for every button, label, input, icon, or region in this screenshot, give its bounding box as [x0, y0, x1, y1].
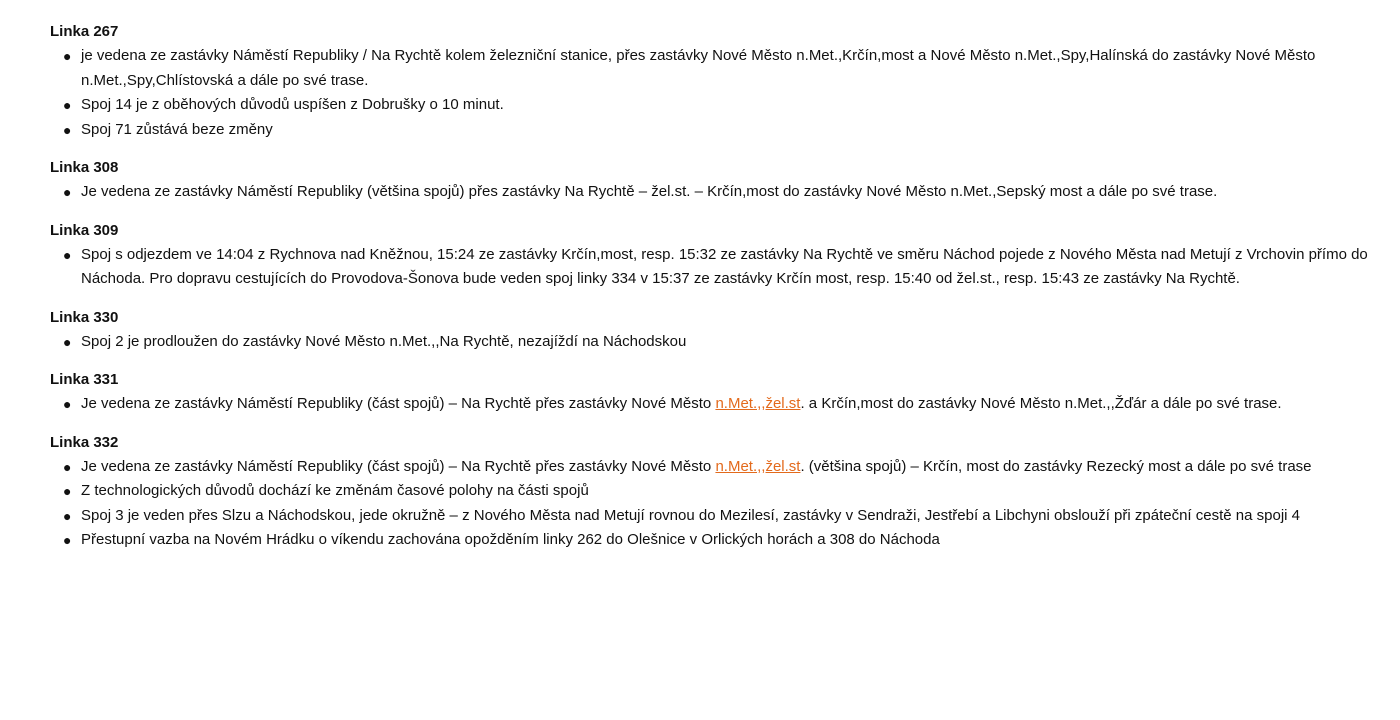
list-item	[63, 118, 1380, 143]
list-item-text-after: . a Krčín,most do zastávky Nové Město n.Met.,,Žďár a dále po své trase.	[800, 395, 1282, 412]
list-item-text-before: Je vedena ze zastávky Náměstí Republiky (část spojů) – Na Rychtě přes zastávky Nové Město	[81, 457, 716, 475]
list-item-text: Spoj 3 je veden přes Slzu a Náchodskou, jede okružně – z Nového Města nad Metují rovnou do Mezilesí, zastávky v Sendraži, Jestřebí a Libchyni obslouží při zpáteční cestě na spoji 4	[81, 506, 1300, 524]
bullet-icon: ●	[63, 507, 72, 524]
list-item	[63, 455, 1380, 480]
list-item-text: Spoj 2 je prodloužen do zastávky Nové Město n.Met.,,Na Rychtě, nezajíždí na Náchodskou	[81, 332, 687, 350]
section-linka-308	[50, 156, 1380, 205]
list-item	[63, 392, 1380, 417]
section-heading: Linka 267	[50, 23, 119, 40]
section-linka-330	[50, 306, 1380, 355]
list-item	[63, 504, 1380, 529]
station-link[interactable]: n.Met.,,žel.st	[715, 457, 801, 475]
bullet-list	[50, 243, 1380, 292]
list-item	[63, 180, 1380, 205]
station-link[interactable]: n.Met.,,žel.st	[715, 395, 801, 412]
list-item	[63, 330, 1380, 355]
bullet-list	[50, 455, 1380, 553]
list-item-text: Přestupní vazba na Novém Hrádku o víkendu zachována opožděním linky 262 do Olešnice v Orlických horách a 308 do Náchoda	[81, 531, 940, 548]
bullet-icon: ●	[63, 97, 72, 113]
bullet-icon: ●	[63, 458, 72, 475]
section-heading: Linka 331	[50, 371, 119, 388]
bullet-list	[50, 180, 1380, 205]
list-item-text: je vedena ze zastávky Náměstí Republiky / Na Rychtě kolem železniční stanice, přes zastávky Nové Město n.Met.,Krčín,most a Nové Město n.Met.,Spy,Halínská do zastávky Nové Město n.Met.,Spy,Chlístovská a dále po své trase.	[81, 47, 1316, 89]
bullet-list	[50, 44, 1380, 142]
list-item-text: Spoj 14 je z oběhových důvodů uspíšen z Dobrušky o 10 minut.	[81, 96, 504, 113]
bullet-list	[50, 392, 1380, 417]
list-item	[63, 44, 1380, 93]
list-item-text: Spoj s odjezdem ve 14:04 z Rychnova nad Kněžnou, 15:24 ze zastávky Krčín,most, resp. 15:32 ze zastávky Na Rychtě ve směru Náchod pojede z Nového Města nad Metují z Vrchovin přímo do Náchoda. Pro dopravu cestujících do Provodova-Šonova bude veden spoj linky 334 v 15:37 ze zastávky Krčín most, resp. 15:40 od žel.st., resp. 15:43 ze zastávky Na Rychtě.	[81, 245, 1368, 287]
section-linka-267	[50, 20, 1380, 142]
bullet-icon: ●	[63, 396, 72, 412]
bullet-icon: ●	[63, 532, 72, 548]
list-item	[63, 528, 1380, 553]
list-item	[63, 93, 1380, 118]
list-item-text: Je vedena ze zastávky Náměstí Republiky (většina spojů) přes zastávky Na Rychtě – žel.st. – Krčín,most do zastávky Nové Město n.Met.,Sepský most a dále po své trase.	[81, 183, 1218, 200]
bullet-list	[50, 330, 1380, 355]
bullet-icon: ●	[63, 121, 72, 138]
list-item-text-before: Je vedena ze zastávky Náměstí Republiky (část spojů) – Na Rychtě přes zastávky Nové Město	[81, 395, 716, 412]
list-item	[63, 479, 1380, 504]
list-item	[63, 243, 1380, 292]
section-heading: Linka 308	[50, 159, 119, 176]
bullet-icon: ●	[63, 246, 72, 263]
bullet-icon: ●	[63, 48, 72, 64]
section-heading: Linka 309	[50, 221, 119, 239]
section-heading: Linka 330	[50, 308, 119, 326]
section-linka-332	[50, 431, 1380, 553]
list-item-text: Z technologických důvodů dochází ke změnám časové polohy na části spojů	[81, 482, 589, 499]
bullet-icon: ●	[63, 483, 72, 499]
bullet-icon: ●	[63, 184, 72, 200]
section-linka-331	[50, 368, 1380, 417]
list-item-text: Spoj 71 zůstává beze změny	[81, 120, 273, 138]
bullet-icon: ●	[63, 333, 72, 350]
section-heading: Linka 332	[50, 433, 119, 451]
section-linka-309	[50, 219, 1380, 292]
list-item-text-after: . (většina spojů) – Krčín, most do zastávky Rezecký most a dále po své trase	[800, 457, 1312, 475]
